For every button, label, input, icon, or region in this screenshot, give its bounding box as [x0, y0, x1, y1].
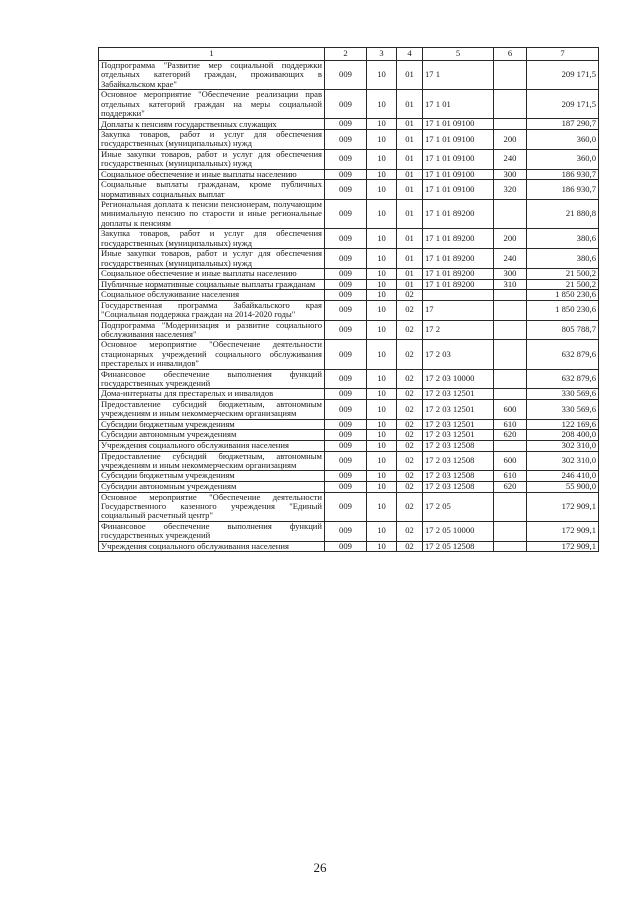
- row-gr-code: 009: [325, 481, 367, 492]
- row-amount: 360,0: [527, 130, 599, 150]
- row-amount: 209 171,5: [527, 90, 599, 119]
- row-rz-code: 10: [367, 90, 397, 119]
- row-vr-code: 240: [494, 149, 527, 169]
- row-gr-code: 009: [325, 200, 367, 229]
- row-gr-code: 009: [325, 119, 367, 130]
- table-row: [99, 340, 599, 369]
- row-gr-code: 009: [325, 320, 367, 340]
- row-rz-code: 10: [367, 369, 397, 389]
- row-pr-code: 02: [397, 290, 423, 301]
- row-name: Учреждения социального обслуживания населения: [99, 440, 325, 451]
- row-vr-code: 200: [494, 229, 527, 249]
- row-name: Публичные нормативные социальные выплаты гражданам: [99, 279, 325, 290]
- row-vr-code: 200: [494, 130, 527, 150]
- row-vr-code: 310: [494, 279, 527, 290]
- row-csr-code: 17 2 03 12508: [423, 481, 494, 492]
- table-row: [99, 119, 599, 130]
- table-row: [99, 249, 599, 269]
- row-pr-code: 02: [397, 481, 423, 492]
- row-name: Субсидии автономным учреждениям: [99, 481, 325, 492]
- table-row: [99, 451, 599, 471]
- row-rz-code: 10: [367, 119, 397, 130]
- row-pr-code: 02: [397, 340, 423, 369]
- row-name: Доплаты к пенсиям государственных служащих: [99, 119, 325, 130]
- row-pr-code: 02: [397, 320, 423, 340]
- row-pr-code: 02: [397, 492, 423, 521]
- row-amount: 172 909,1: [527, 492, 599, 521]
- row-pr-code: 02: [397, 541, 423, 552]
- row-amount: 632 879,6: [527, 340, 599, 369]
- table-row: [99, 541, 599, 552]
- row-pr-code: 02: [397, 430, 423, 441]
- row-pr-code: 01: [397, 169, 423, 180]
- row-rz-code: 10: [367, 521, 397, 541]
- row-csr-code: 17 2 03 10000: [423, 369, 494, 389]
- row-amount: 1 850 230,6: [527, 300, 599, 320]
- row-vr-code: [494, 90, 527, 119]
- row-pr-code: 02: [397, 471, 423, 482]
- row-name: Социальное обеспечение и иные выплаты населению: [99, 169, 325, 180]
- row-rz-code: 10: [367, 399, 397, 419]
- row-vr-code: 620: [494, 430, 527, 441]
- row-csr-code: 17 1 01 09100: [423, 149, 494, 169]
- row-amount: 209 171,5: [527, 61, 599, 90]
- row-pr-code: 02: [397, 521, 423, 541]
- row-vr-code: 610: [494, 471, 527, 482]
- row-gr-code: 009: [325, 451, 367, 471]
- row-rz-code: 10: [367, 130, 397, 150]
- row-csr-code: 17 2 05: [423, 492, 494, 521]
- row-amount: 187 290,7: [527, 119, 599, 130]
- table-body: [99, 61, 599, 552]
- table-row: [99, 90, 599, 119]
- header-col-2: 2: [325, 48, 367, 61]
- row-amount: 55 900,0: [527, 481, 599, 492]
- row-rz-code: 10: [367, 451, 397, 471]
- row-amount: 302 310,0: [527, 451, 599, 471]
- row-amount: 172 909,1: [527, 521, 599, 541]
- table-row: [99, 229, 599, 249]
- row-rz-code: 10: [367, 389, 397, 400]
- row-gr-code: 009: [325, 340, 367, 369]
- row-vr-code: [494, 521, 527, 541]
- row-amount: 21 500,2: [527, 279, 599, 290]
- row-csr-code: 17 1 01 89200: [423, 200, 494, 229]
- row-pr-code: 01: [397, 249, 423, 269]
- row-amount: 208 400,0: [527, 430, 599, 441]
- row-csr-code: 17 1 01 09100: [423, 130, 494, 150]
- row-csr-code: 17 2 03 12501: [423, 419, 494, 430]
- row-pr-code: 01: [397, 149, 423, 169]
- row-vr-code: [494, 119, 527, 130]
- table-row: [99, 492, 599, 521]
- row-name: Учреждения социального обслуживания населения: [99, 541, 325, 552]
- row-csr-code: 17 1 01: [423, 90, 494, 119]
- row-gr-code: 009: [325, 399, 367, 419]
- header-col-5: 5: [423, 48, 494, 61]
- row-pr-code: 01: [397, 229, 423, 249]
- row-pr-code: 02: [397, 389, 423, 400]
- row-gr-code: 009: [325, 130, 367, 150]
- row-name: Субсидии бюджетным учреждениям: [99, 471, 325, 482]
- row-pr-code: 02: [397, 419, 423, 430]
- row-csr-code: 17 2 03 12501: [423, 389, 494, 400]
- row-pr-code: 01: [397, 200, 423, 229]
- row-name: Основное мероприятие "Обеспечение деятельности стационарных учреждений социального обслуживания престарелых и инвалидов": [99, 340, 325, 369]
- row-rz-code: 10: [367, 492, 397, 521]
- row-vr-code: 320: [494, 180, 527, 200]
- row-name: Финансовое обеспечение выполнения функций государственных учреждений: [99, 521, 325, 541]
- row-name: Государственная программа Забайкальского края "Социальная поддержка граждан на 2014-2020 годы": [99, 300, 325, 320]
- row-amount: 380,6: [527, 249, 599, 269]
- row-gr-code: 009: [325, 440, 367, 451]
- row-rz-code: 10: [367, 249, 397, 269]
- row-gr-code: 009: [325, 249, 367, 269]
- row-amount: 330 569,6: [527, 389, 599, 400]
- table-row: [99, 481, 599, 492]
- row-gr-code: 009: [325, 300, 367, 320]
- row-name: Основное мероприятие "Обеспечение деятельности Государственного казенного учреждения "Единый социальный расчетный центр": [99, 492, 325, 521]
- row-gr-code: 009: [325, 90, 367, 119]
- row-gr-code: 009: [325, 541, 367, 552]
- row-csr-code: 17: [423, 300, 494, 320]
- row-vr-code: [494, 320, 527, 340]
- row-name: Социальное обслуживание населения: [99, 290, 325, 301]
- header-row: [99, 48, 599, 61]
- row-vr-code: [494, 389, 527, 400]
- row-rz-code: 10: [367, 300, 397, 320]
- row-csr-code: 17 2 03 12501: [423, 430, 494, 441]
- row-gr-code: 009: [325, 419, 367, 430]
- row-gr-code: 009: [325, 279, 367, 290]
- row-name: Иные закупки товаров, работ и услуг для обеспечения государственных (муниципальных) нужд: [99, 149, 325, 169]
- row-name: Закупка товаров, работ и услуг для обеспечения государственных (муниципальных) нужд: [99, 130, 325, 150]
- row-amount: 186 930,7: [527, 180, 599, 200]
- row-csr-code: 17 1 01 89200: [423, 279, 494, 290]
- row-csr-code: 17 2 03 12508: [423, 451, 494, 471]
- row-pr-code: 01: [397, 61, 423, 90]
- row-csr-code: 17 2 03: [423, 340, 494, 369]
- row-pr-code: 01: [397, 268, 423, 279]
- row-rz-code: 10: [367, 481, 397, 492]
- row-rz-code: 10: [367, 419, 397, 430]
- row-vr-code: 620: [494, 481, 527, 492]
- row-csr-code: [423, 290, 494, 301]
- row-amount: 21 500,2: [527, 268, 599, 279]
- row-gr-code: 009: [325, 430, 367, 441]
- row-amount: 21 880,8: [527, 200, 599, 229]
- row-gr-code: 009: [325, 61, 367, 90]
- row-pr-code: 01: [397, 180, 423, 200]
- row-amount: 380,6: [527, 229, 599, 249]
- row-vr-code: 240: [494, 249, 527, 269]
- row-rz-code: 10: [367, 430, 397, 441]
- row-pr-code: 02: [397, 300, 423, 320]
- header-col-6: 6: [494, 48, 527, 61]
- row-amount: 186 930,7: [527, 169, 599, 180]
- row-rz-code: 10: [367, 440, 397, 451]
- header-col-7: 7: [527, 48, 599, 61]
- row-gr-code: 009: [325, 369, 367, 389]
- row-name: Иные закупки товаров, работ и услуг для обеспечения государственных (муниципальных) нужд: [99, 249, 325, 269]
- row-gr-code: 009: [325, 389, 367, 400]
- row-name: Дома-интернаты для престарелых и инвалидов: [99, 389, 325, 400]
- row-vr-code: 300: [494, 169, 527, 180]
- table-row: [99, 61, 599, 90]
- row-vr-code: 600: [494, 451, 527, 471]
- row-gr-code: 009: [325, 229, 367, 249]
- table-row: [99, 200, 599, 229]
- row-csr-code: 17 1 01 09100: [423, 169, 494, 180]
- row-name: Финансовое обеспечение выполнения функций государственных учреждений: [99, 369, 325, 389]
- table-row: [99, 440, 599, 451]
- row-rz-code: 10: [367, 149, 397, 169]
- row-name: Предоставление субсидий бюджетным, автономным учреждениям и иным некоммерческим организациям: [99, 451, 325, 471]
- row-pr-code: 01: [397, 279, 423, 290]
- row-amount: 246 410,0: [527, 471, 599, 482]
- row-vr-code: 600: [494, 399, 527, 419]
- row-gr-code: 009: [325, 149, 367, 169]
- row-name: Подпрограмма "Развитие мер социальной поддержки отдельных категорий граждан, проживающих в Забайкальском крае": [99, 61, 325, 90]
- row-pr-code: 02: [397, 440, 423, 451]
- row-gr-code: 009: [325, 492, 367, 521]
- row-pr-code: 02: [397, 451, 423, 471]
- row-csr-code: 17 2 03 12508: [423, 440, 494, 451]
- row-vr-code: [494, 200, 527, 229]
- row-pr-code: 01: [397, 119, 423, 130]
- row-csr-code: 17 2 03 12508: [423, 471, 494, 482]
- row-name: Социальное обеспечение и иные выплаты населению: [99, 268, 325, 279]
- row-name: Субсидии автономным учреждениям: [99, 430, 325, 441]
- row-pr-code: 01: [397, 130, 423, 150]
- table-row: [99, 389, 599, 400]
- row-name: Закупка товаров, работ и услуг для обеспечения государственных (муниципальных) нужд: [99, 229, 325, 249]
- header-col-4: 4: [397, 48, 423, 61]
- row-rz-code: 10: [367, 290, 397, 301]
- row-gr-code: 009: [325, 521, 367, 541]
- row-amount: 122 169,6: [527, 419, 599, 430]
- row-amount: 632 879,6: [527, 369, 599, 389]
- row-vr-code: [494, 541, 527, 552]
- row-amount: 1 850 230,6: [527, 290, 599, 301]
- row-rz-code: 10: [367, 180, 397, 200]
- row-csr-code: 17 2 05 10000: [423, 521, 494, 541]
- row-gr-code: 009: [325, 471, 367, 482]
- budget-table: [98, 47, 599, 552]
- row-pr-code: 01: [397, 90, 423, 119]
- row-amount: 172 909,1: [527, 541, 599, 552]
- table-row: [99, 169, 599, 180]
- row-csr-code: 17 1 01 89200: [423, 229, 494, 249]
- table-row: [99, 300, 599, 320]
- row-vr-code: [494, 300, 527, 320]
- row-name: Субсидии бюджетным учреждениям: [99, 419, 325, 430]
- row-name: Основное мероприятие "Обеспечение реализации прав отдельных категорий граждан на меры социальной поддержки": [99, 90, 325, 119]
- row-name: Предоставление субсидий бюджетным, автономным учреждениям и иным некоммерческим организациям: [99, 399, 325, 419]
- row-rz-code: 10: [367, 200, 397, 229]
- table-row: [99, 471, 599, 482]
- row-csr-code: 17 1 01 89200: [423, 249, 494, 269]
- row-vr-code: [494, 61, 527, 90]
- row-pr-code: 02: [397, 399, 423, 419]
- row-csr-code: 17 1 01 09100: [423, 180, 494, 200]
- row-pr-code: 02: [397, 369, 423, 389]
- row-vr-code: [494, 440, 527, 451]
- table-row: [99, 149, 599, 169]
- row-rz-code: 10: [367, 340, 397, 369]
- row-amount: 360,0: [527, 149, 599, 169]
- row-csr-code: 17 1: [423, 61, 494, 90]
- row-csr-code: 17 1 01 09100: [423, 119, 494, 130]
- row-name: Подпрограмма "Модернизация и развитие социального обслуживания населения": [99, 320, 325, 340]
- row-csr-code: 17 2 03 12501: [423, 399, 494, 419]
- row-gr-code: 009: [325, 180, 367, 200]
- row-rz-code: 10: [367, 471, 397, 482]
- row-name: Социальные выплаты гражданам, кроме публичных нормативных социальных выплат: [99, 180, 325, 200]
- row-gr-code: 009: [325, 268, 367, 279]
- table-row: [99, 268, 599, 279]
- row-csr-code: 17 2: [423, 320, 494, 340]
- row-rz-code: 10: [367, 229, 397, 249]
- page-number: 26: [313, 860, 327, 875]
- row-amount: 805 788,7: [527, 320, 599, 340]
- row-csr-code: 17 2 05 12508: [423, 541, 494, 552]
- table-row: [99, 279, 599, 290]
- header-col-3: 3: [367, 48, 397, 61]
- table-row: [99, 399, 599, 419]
- table-row: [99, 320, 599, 340]
- row-vr-code: [494, 492, 527, 521]
- table-row: [99, 130, 599, 150]
- table-row: [99, 369, 599, 389]
- row-rz-code: 10: [367, 61, 397, 90]
- row-csr-code: 17 1 01 89200: [423, 268, 494, 279]
- row-amount: 330 569,6: [527, 399, 599, 419]
- row-amount: 302 310,0: [527, 440, 599, 451]
- row-vr-code: 300: [494, 268, 527, 279]
- row-rz-code: 10: [367, 279, 397, 290]
- header-col-1: 1: [99, 48, 325, 61]
- row-gr-code: 009: [325, 290, 367, 301]
- row-vr-code: [494, 290, 527, 301]
- row-vr-code: [494, 340, 527, 369]
- row-name: Региональная доплата к пенсии пенсионерам, получающим минимальную пенсию по старости и иные региональные доплаты к пенсиям: [99, 200, 325, 229]
- table-row: [99, 419, 599, 430]
- table-row: [99, 180, 599, 200]
- row-rz-code: 10: [367, 541, 397, 552]
- row-rz-code: 10: [367, 169, 397, 180]
- row-rz-code: 10: [367, 320, 397, 340]
- table-row: [99, 430, 599, 441]
- row-vr-code: [494, 369, 527, 389]
- row-rz-code: 10: [367, 268, 397, 279]
- table-row: [99, 290, 599, 301]
- row-vr-code: 610: [494, 419, 527, 430]
- table-row: [99, 521, 599, 541]
- row-gr-code: 009: [325, 169, 367, 180]
